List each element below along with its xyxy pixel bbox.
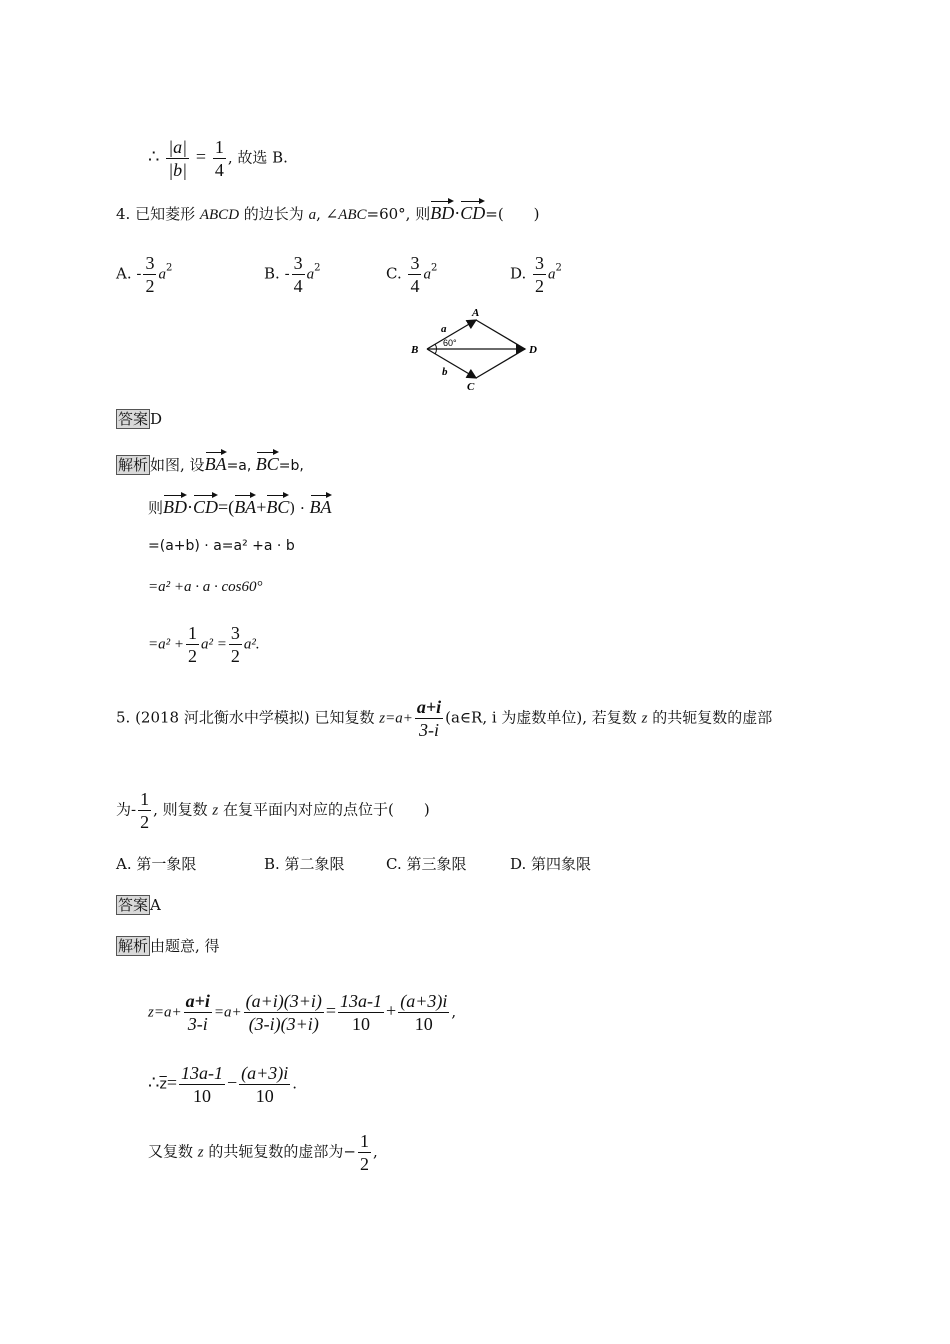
step-text: a² = [201, 636, 227, 653]
three-halves-fraction: $\frac{3}{2}$ [230, 623, 240, 666]
option-label: A. [116, 264, 137, 283]
q4-option-d [510, 252, 562, 297]
q4-stem-text: =( ) [485, 205, 540, 223]
q4-step-5 [148, 622, 260, 667]
q4-step-4: =a² +a · a · cos60° [148, 579, 263, 595]
option-var: a [158, 266, 166, 283]
q4-step-3: =(a+b) · a=a² +a · b [148, 538, 295, 554]
side-cd [476, 349, 525, 378]
eq-text: z=a+ [148, 1004, 182, 1021]
var-z: z [212, 802, 219, 819]
q5-option-d: D. 第四象限 [510, 855, 592, 873]
answer-tag: 答案 [118, 896, 149, 914]
q4-analysis-line [116, 450, 304, 476]
q5-analysis-line [116, 936, 220, 956]
var-z: z [379, 710, 386, 727]
vector-ba: BA [205, 450, 227, 474]
option-label: B. [264, 264, 285, 283]
q4-option-b [264, 252, 321, 297]
equals-sign: = [166, 1072, 177, 1093]
eq-fraction: $\frac{13a-1}{10}$ [340, 991, 383, 1034]
vector-cd: CD [193, 493, 218, 517]
eq-fraction: $\frac{13a-1}{10}$ [180, 1063, 223, 1106]
q5-stem-text: , 则复数 [153, 800, 213, 819]
label-d-point: D [529, 344, 537, 356]
vector-ba: BA [234, 493, 256, 517]
analysis-text: =a, [226, 458, 256, 474]
analysis-text: =b, [278, 458, 304, 474]
vector-bc: BC [266, 493, 289, 517]
step-text: =( [218, 497, 235, 517]
vector-bc: BC [256, 450, 279, 474]
q5-option-c: C. 第三象限 [386, 855, 467, 873]
q5-answer: A [150, 896, 161, 914]
eq-fraction: $\frac{a+i}{3-i}$ [185, 991, 210, 1034]
q4-stem [116, 199, 540, 225]
half-fraction: $\frac{1}{2}$ [188, 623, 197, 666]
option-var: a [548, 266, 556, 283]
conjugate-z: $\overline{z}$ [159, 1076, 167, 1093]
q5-answer-line [116, 895, 161, 915]
vector-cd: CD [460, 199, 485, 223]
q5-stem-text: (a∈R, i 为虚数单位), 若复数 [445, 708, 642, 727]
dot-op: · [187, 497, 194, 517]
option-fraction: $\frac{3}{2}$ [145, 253, 155, 296]
step-text: ) · [289, 499, 310, 517]
q5-stem-text: 5. (2018 河北衡水中学模拟) 已知复数 [116, 708, 380, 727]
step-text: 则 [148, 499, 164, 517]
neg-half-fraction: $\frac{1}{2}$ [140, 789, 150, 832]
label-a-point: A [472, 307, 480, 319]
q4-answer-line [116, 409, 162, 429]
analysis-tag: 解析 [118, 456, 149, 474]
answer-tag: 答案 [118, 410, 149, 428]
therefore-symbol: ∴ [148, 146, 160, 167]
label-vector-a: a [441, 323, 447, 335]
q5-stem-text: 在复平面内对应的点位于( ) [218, 800, 430, 819]
choose-b-text: , 故选 B. [227, 148, 288, 167]
eq-fraction: $\frac{(a+3)i}{10}$ [241, 1063, 289, 1106]
option-pow: 2 [314, 262, 321, 274]
step-text: , [372, 1142, 378, 1161]
ratio-fraction: $\frac{|a|}{|b|}$ [168, 137, 188, 180]
option-fraction: $\frac{3}{2}$ [535, 253, 545, 296]
option-fraction: $\frac{3}{4}$ [293, 253, 303, 296]
eq-fraction: $\frac{(a+i)(3+i)}{(3-i)(3+i)}$ [245, 991, 322, 1034]
q4-abcd: ABCD [199, 207, 240, 223]
q4-stem-text: 的边长为 [239, 205, 309, 223]
vector-bd: BD [430, 199, 454, 223]
option-label: C. [386, 264, 407, 283]
option-fraction: $\frac{3}{4}$ [410, 253, 420, 296]
analysis-text: 如图, 设 [150, 456, 205, 474]
q4-stem-text: , ∠ [316, 205, 339, 223]
label-vector-b: b [442, 366, 448, 378]
vector-bd: BD [163, 493, 187, 517]
step-text: 的共轭复数的虚部为− [203, 1142, 356, 1161]
vector-ba: BA [310, 493, 332, 517]
step-text: =a² + [148, 636, 184, 653]
equals-sign: = [325, 1000, 337, 1021]
q5-equation-1 [148, 990, 456, 1035]
q4-option-a [116, 252, 172, 297]
option-label: D. [510, 264, 532, 283]
q5-step-3 [148, 1130, 378, 1175]
side-ad [476, 320, 525, 349]
option-var: a [306, 266, 315, 283]
neg-half-fraction: $\frac{1}{2}$ [359, 1131, 369, 1174]
q4-option-c [386, 252, 437, 297]
q5-stem-2 [116, 788, 430, 833]
eq-text: =a+ [213, 1004, 242, 1021]
dot-op: · [454, 203, 461, 223]
minus-op: − [226, 1072, 238, 1093]
option-pow: 2 [165, 262, 173, 274]
q5-option-a: A. 第一象限 [116, 855, 197, 873]
analysis-tag: 解析 [118, 937, 149, 955]
step-text: a². [243, 636, 260, 653]
q4-stem-text: =60°, 则 [366, 205, 431, 223]
rhombus-figure [405, 302, 550, 394]
q5-stem-text: 为- [116, 800, 137, 819]
vector-b-arrow [427, 349, 476, 378]
q4-stem-text: 4. 已知菱形 [116, 205, 200, 223]
var-z: z [197, 1144, 204, 1161]
q4-a: a [308, 207, 317, 223]
option-sign: - [136, 264, 142, 283]
label-angle: 60° [443, 338, 457, 348]
option-sign: - [284, 264, 290, 283]
plus-op: + [386, 1000, 397, 1021]
q5-stem-text: =a+ [385, 710, 413, 727]
option-pow: 2 [430, 262, 438, 274]
therefore-symbol: ∴ [148, 1072, 160, 1093]
eq-fraction: $\frac{(a+3)i}{10}$ [400, 991, 448, 1034]
q5-stem [116, 696, 772, 741]
q5-equation-2 [148, 1062, 297, 1107]
label-c-point: C [467, 381, 475, 393]
q4-abc: ABC [338, 207, 367, 223]
option-pow: 2 [555, 262, 562, 274]
q4-step-2 [148, 493, 332, 518]
var-z: z [641, 710, 648, 727]
plus-op: + [256, 497, 267, 517]
equals-sign: = [195, 146, 207, 167]
analysis-text: 由题意, 得 [150, 937, 220, 955]
conclusion-line [148, 136, 288, 181]
q5-fraction: $\frac{a+i}{3-i}$ [416, 697, 442, 740]
quarter-fraction: $\frac{1}{4}$ [214, 137, 224, 180]
q5-stem-text: 的共轭复数的虚部 [647, 708, 773, 727]
q4-answer: D [150, 410, 163, 428]
q5-option-b: B. 第二象限 [264, 855, 345, 873]
eq-text: . [292, 1074, 298, 1093]
eq-text: , [451, 1002, 457, 1021]
option-var: a [423, 266, 431, 283]
label-b-point: B [411, 344, 419, 356]
step-text: 又复数 [148, 1142, 198, 1161]
